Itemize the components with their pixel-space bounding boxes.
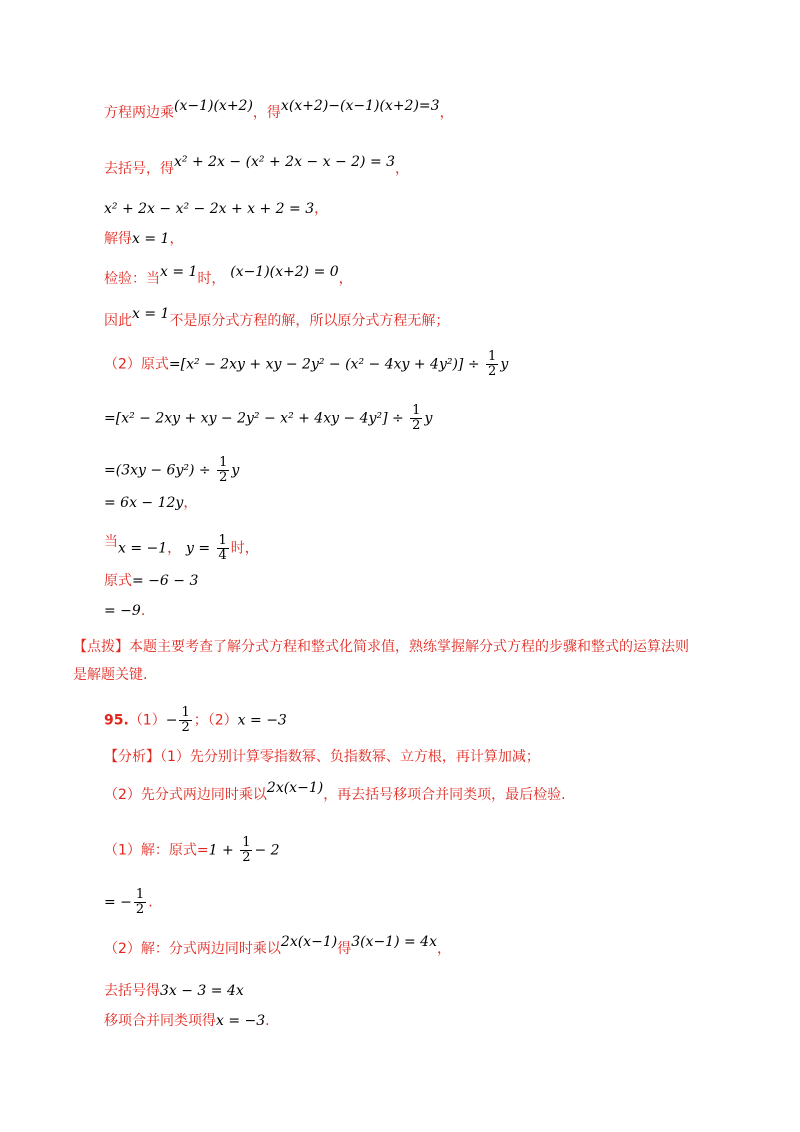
denominator: 4 — [218, 548, 227, 563]
math-expr: = −9 — [104, 603, 141, 619]
text: ， — [169, 231, 184, 247]
line-part2-step2 — [104, 456, 239, 485]
text: ， — [437, 941, 451, 957]
numerator: 1 — [488, 349, 497, 364]
line-remove-brackets — [104, 154, 410, 179]
denominator: 2 — [135, 902, 145, 917]
math-expr: = 6x − 12y — [104, 495, 184, 511]
text: （2）解：分式两边同时乘以 — [104, 941, 281, 957]
math-expr: 3x − 3 = 4x — [160, 983, 244, 999]
math-expr: x = −3 — [216, 1013, 266, 1029]
fraction — [217, 534, 229, 563]
fraction — [217, 456, 229, 485]
line-part2-expand — [104, 980, 244, 1001]
text: ， — [167, 540, 182, 557]
text: . — [148, 894, 153, 911]
text: 不是原分式方程的解，所以原分式方程无解； — [169, 313, 450, 329]
text: ， — [395, 161, 410, 177]
denominator: 2 — [412, 418, 421, 433]
fraction — [240, 836, 252, 865]
text: 时， — [197, 271, 226, 287]
text: 因此 — [104, 313, 132, 329]
line-evaluate — [104, 570, 198, 591]
math-expr: (x−1)(x+2) = 0 — [230, 264, 339, 280]
text: ， — [439, 105, 454, 121]
numerator: 1 — [219, 455, 228, 470]
text: 移项合并同类项得 — [104, 1013, 216, 1029]
line-result — [104, 600, 145, 621]
text: 检验：当 — [104, 271, 160, 287]
math-expr: y = — [185, 540, 215, 557]
text: ；（2） — [193, 712, 238, 729]
math-expr: 2x(x−1) — [266, 780, 324, 796]
math-expr: y — [231, 462, 240, 479]
text: . — [265, 1013, 270, 1029]
fraction — [410, 404, 422, 433]
text: （1）解：原式= — [104, 842, 209, 859]
numerator: 1 — [218, 533, 227, 548]
text: （1） — [128, 712, 166, 729]
line-solve — [104, 228, 183, 249]
text: 解得 — [104, 231, 132, 247]
line-tip — [73, 636, 689, 657]
text: ， — [183, 495, 198, 511]
text: 当 — [104, 533, 118, 550]
numerator: 1 — [242, 835, 251, 850]
text: （2）原式 — [104, 356, 169, 373]
numerator: 1 — [181, 705, 190, 720]
math-expr: = −6 − 3 — [132, 573, 199, 589]
math-expr: x = 1 — [132, 231, 170, 247]
text: 方程两边乘 — [104, 105, 174, 121]
line-part1-solution — [104, 836, 280, 865]
math-expr: =(3xy − 6y²) ÷ — [104, 462, 216, 479]
line-tip-cont — [73, 664, 147, 685]
line-substitute — [104, 534, 259, 563]
math-expr: − — [165, 712, 178, 729]
math-expr: x² + 2x − (x² + 2x − x − 2) = 3 — [174, 154, 396, 170]
denominator: 2 — [181, 720, 190, 735]
fraction — [179, 706, 191, 735]
line-multiply-both-sides — [104, 98, 454, 123]
denominator: 2 — [242, 850, 251, 865]
line-part1-result — [104, 888, 153, 917]
fraction — [486, 350, 498, 379]
denominator: 2 — [488, 364, 497, 379]
line-analysis — [104, 746, 540, 767]
text: . — [140, 603, 146, 619]
text: ， — [314, 201, 329, 217]
math-expr: =[x² − 2xy + xy − 2y² − x² + 4xy − 4y²] ÷ — [104, 410, 409, 427]
question-number: 95. — [104, 712, 129, 729]
text: ，再去括号移项合并同类项，最后检验. — [323, 787, 566, 803]
math-expr: x = −3 — [237, 712, 287, 729]
math-expr: x = −1 — [118, 540, 168, 557]
text: （2）先分式两边同时乘以 — [104, 787, 267, 803]
math-expr: =[x² − 2xy + xy − 2y² − (x² − 4xy + 4y²)] ÷ — [168, 356, 485, 373]
text: 时， — [230, 540, 259, 557]
line-q95-answers — [104, 706, 287, 735]
math-expr: x = 1 — [132, 306, 170, 322]
tip-text: 是解题关键. — [73, 667, 148, 683]
text: 去括号，得 — [104, 161, 174, 177]
text: 得 — [337, 941, 352, 957]
fraction — [134, 888, 146, 917]
line-part2-original — [104, 350, 508, 379]
math-expr: y — [500, 356, 509, 373]
math-expr: 1 + — [208, 842, 239, 859]
line-analysis-2 — [104, 780, 566, 805]
text: ， — [338, 271, 353, 287]
denominator: 2 — [219, 470, 228, 485]
numerator: 1 — [135, 887, 145, 902]
line-conclusion — [104, 306, 450, 331]
line-check — [104, 264, 353, 289]
math-expr: x = 1 — [160, 264, 198, 280]
line-part2-step1 — [104, 404, 432, 433]
math-expr: = − — [104, 894, 132, 911]
math-expr: y — [424, 410, 433, 427]
line-part2-solution — [104, 934, 451, 959]
line-part2-simplified — [104, 492, 197, 513]
text: 去括号得 — [104, 983, 160, 999]
math-expr: (x−1)(x+2) — [174, 98, 253, 114]
math-expr: 3(x−1) = 4x — [351, 934, 437, 950]
tip-text: 【点拨】本题主要考查了解分式方程和整式化简求值，熟练掌握解分式方程的步骤和整式的运算法则 — [73, 639, 689, 655]
math-expr: x² + 2x − x² − 2x + x + 2 = 3 — [104, 201, 315, 217]
line-expanded — [104, 198, 328, 219]
line-part2-final — [104, 1010, 270, 1031]
math-expr: x(x+2)−(x−1)(x+2)=3 — [280, 98, 440, 114]
numerator: 1 — [412, 403, 421, 418]
math-expr: − 2 — [254, 842, 280, 859]
text: ，得 — [252, 105, 281, 121]
analysis-text: 【分析】（1）先分别计算零指数幂、负指数幂、立方根，再计算加减； — [104, 749, 540, 765]
text: 原式 — [104, 573, 132, 589]
math-expr: 2x(x−1) — [280, 934, 338, 950]
